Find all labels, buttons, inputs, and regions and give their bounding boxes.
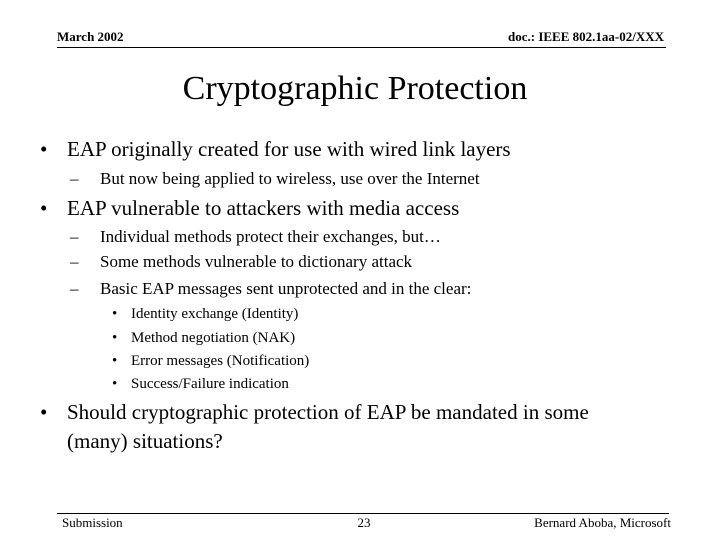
bullet-3-continuation <box>67 427 223 455</box>
header-doc-id: doc.: IEEE 802.1aa-02/XXX <box>507 29 664 44</box>
bullet-dot: • <box>112 376 118 392</box>
bullet-1-sub-1-text: But now being applied to wireless, use over the Internet <box>100 169 480 188</box>
bullet-1-text: EAP originally created for use with wired link layers <box>67 137 511 161</box>
dash-marker: – <box>70 169 79 188</box>
bullet-dot: • <box>112 306 118 322</box>
bullet-2-sub-2-text: Some methods vulnerable to dictionary attack <box>100 252 413 271</box>
bullet-2-text: EAP vulnerable to attackers with media access <box>67 196 460 220</box>
dash-marker: – <box>70 279 79 298</box>
bullet-2-sub-3-text: Basic EAP messages sent unprotected and in the clear: <box>100 279 472 298</box>
dash-marker: – <box>70 227 79 246</box>
bullet-dot: • <box>112 353 118 369</box>
bullet-3-text-line-2: (many) situations? <box>67 429 223 453</box>
bullet-2-sub-3-item-1-text: Identity exchange (Identity) <box>131 306 299 322</box>
footer-rule <box>57 513 669 514</box>
bullet-2-sub-1-text: Individual methods protect their exchanges, but… <box>100 227 441 246</box>
footer-submission: Submission <box>62 515 123 530</box>
bullet-dot: • <box>40 196 48 220</box>
bullet-2-sub-3-item-3-text: Error messages (Notification) <box>131 353 310 369</box>
bullet-dot: • <box>40 400 48 424</box>
bullet-2-sub-3-item-2-text: Method negotiation (NAK) <box>131 330 296 346</box>
header-date: March 2002 <box>57 29 124 44</box>
slide-title: Cryptographic Protection <box>182 70 528 107</box>
footer-page-number: 23 <box>357 515 371 530</box>
dash-marker: – <box>70 252 79 271</box>
footer-author: Bernard Aboba, Microsoft <box>534 515 671 530</box>
bullet-dot: • <box>112 330 118 346</box>
bullet-2-sub-3-item-4-text: Success/Failure indication <box>131 376 289 392</box>
bullet-dot: • <box>40 137 48 161</box>
bullet-3-text-line-1: Should cryptographic protection of EAP be mandated in some <box>67 400 589 424</box>
